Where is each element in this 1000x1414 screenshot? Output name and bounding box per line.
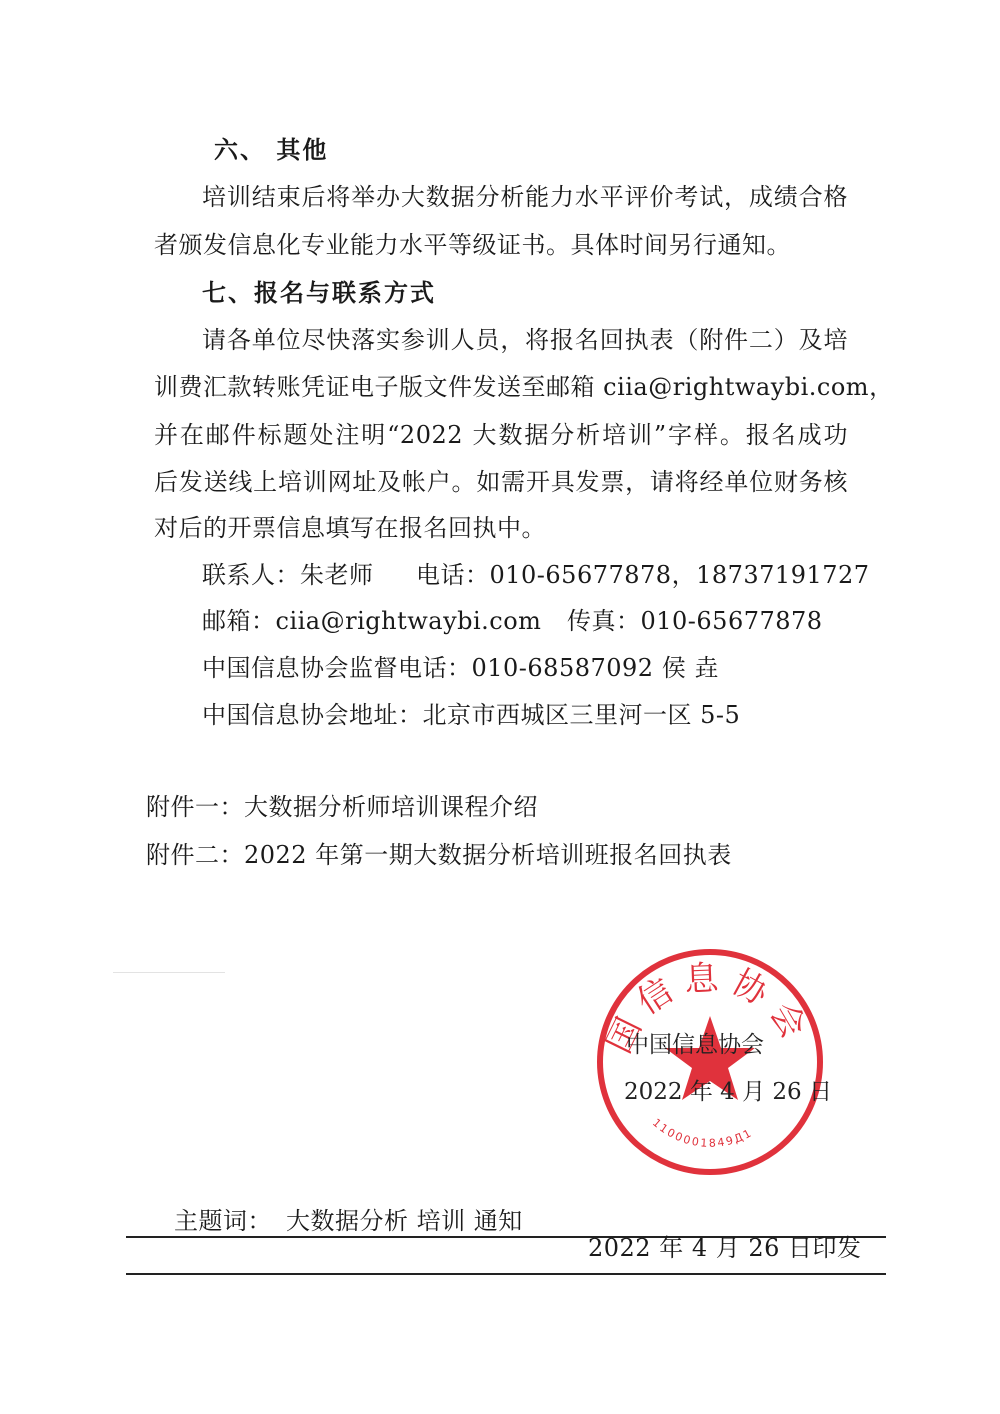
printed-date: 2022 年 4 月 26 日印发 — [588, 1234, 862, 1262]
signature-date: 2022 年 4 月 26 日 — [624, 1079, 832, 1105]
contact-phone: 电话：010-65677878，18737191727 — [416, 561, 870, 589]
seal-number: 1100001849Д1 — [649, 1116, 755, 1150]
section-7-para-line-2: 训费汇款转账凭证电子版文件发送至邮箱 ciia@rightwaybi.com， — [154, 373, 894, 401]
supervision-phone: 中国信息协会监督电话：010-68587092 侯 垚 — [202, 654, 719, 682]
footer-bottom-rule — [126, 1273, 886, 1275]
contact-person: 联系人：朱老师 — [202, 561, 374, 589]
association-address: 中国信息协会地址：北京市西城区三里河一区 5-5 — [202, 701, 741, 729]
section-6-heading: 六、 其他 — [214, 136, 329, 164]
section-7-heading: 七、报名与联系方式 — [202, 279, 436, 307]
section-6-para-line-2: 者颁发信息化专业能力水平等级证书。具体时间另行通知。 — [154, 231, 791, 259]
contact-fax: 传真：010-65677878 — [567, 607, 823, 635]
seal-arc-text: 国信息协会 — [598, 958, 819, 1060]
contact-email: 邮箱：ciia@rightwaybi.com — [202, 607, 542, 635]
keywords-value: 大数据分析 培训 通知 — [286, 1207, 523, 1235]
attachment-1: 附件一：大数据分析师培训课程介绍 — [146, 793, 538, 821]
section-7-para-line-4: 后发送线上培训网址及帐户。如需开具发票，请将经单位财务核 — [154, 468, 848, 496]
attachment-2: 附件二：2022 年第一期大数据分析培训班报名回执表 — [146, 841, 732, 869]
keywords-label: 主题词： — [174, 1207, 272, 1235]
official-seal — [592, 944, 828, 1180]
section-7-para-line-5: 对后的开票信息填写在报名回执中。 — [154, 514, 546, 542]
section-7-para-line-3: 并在邮件标题处注明“2022 大数据分析培训”字样。报名成功 — [154, 421, 848, 449]
section-6-para-line-1: 培训结束后将举办大数据分析能力水平评价考试，成绩合格 — [202, 183, 848, 211]
section-7-para-line-1: 请各单位尽快落实参训人员，将报名回执表（附件二）及培 — [202, 326, 848, 354]
signature-org: 中国信息协会 — [626, 1032, 764, 1058]
faint-divider — [113, 972, 225, 973]
